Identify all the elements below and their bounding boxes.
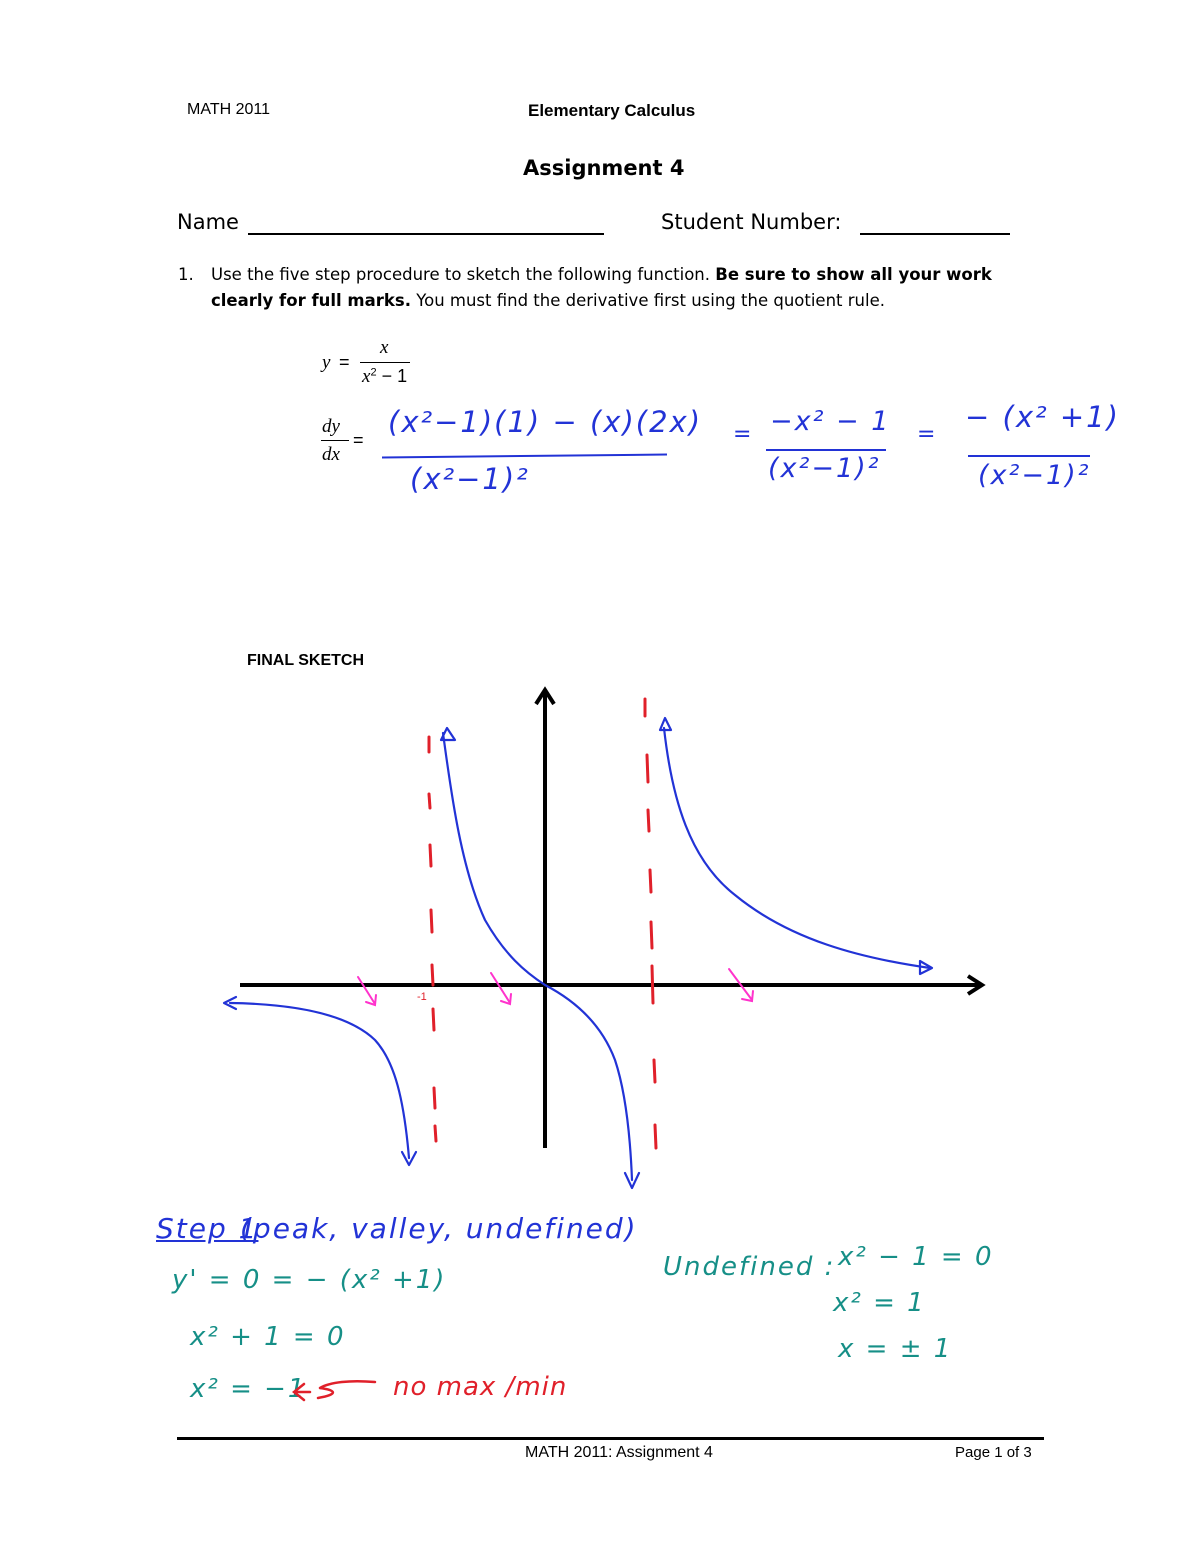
derivative-step3-denominator: (x²−1)² — [978, 460, 1091, 491]
derivative-step2-numerator: −x² − 1 — [770, 406, 891, 437]
work-line3: x² = −1 — [190, 1374, 307, 1404]
left-arrow-icon — [290, 1372, 380, 1406]
work-line2: x² + 1 = 0 — [190, 1322, 346, 1352]
no-maxmin-note: no max /min — [393, 1372, 568, 1402]
page-title: Assignment 4 — [523, 156, 685, 180]
question-text-part1: Use the five step procedure to sketch the following function. — [211, 265, 716, 284]
footer-center: MATH 2011: Assignment 4 — [525, 1444, 713, 1461]
undef-line2: x² = 1 — [833, 1288, 926, 1318]
neg-one-mark: -1 — [417, 991, 427, 1003]
function-denominator-rest: − 1 — [376, 366, 408, 386]
course-title: Elementary Calculus — [528, 101, 696, 120]
function-equals: = — [339, 352, 350, 372]
function-numerator: x — [380, 337, 389, 358]
student-number-label: Student Number: — [661, 210, 842, 234]
derivative-lhs-den: dx — [322, 444, 340, 465]
derivative-step2-equals: = — [733, 422, 754, 447]
step-title: (peak, valley, undefined) — [240, 1212, 638, 1245]
function-curves — [224, 718, 932, 1188]
asymptote-left — [429, 737, 436, 1141]
curve-right-branch — [664, 728, 930, 968]
question-text-part2: You must find the derivative first using the quotient rule. — [410, 291, 885, 310]
asymptote-right — [645, 699, 656, 1148]
undef-line3: x = ± 1 — [838, 1334, 953, 1364]
derivative-step2-denominator: (x²−1)² — [768, 453, 881, 484]
curve-right-arrowhead-top — [660, 718, 671, 730]
undefined-label: Undefined : — [663, 1252, 836, 1282]
step-label: Step 1 — [156, 1212, 259, 1245]
curve-middle-arrowhead-top — [441, 728, 455, 740]
derivative-equals: = — [353, 430, 364, 450]
function-lhs: y — [322, 352, 331, 373]
function-denominator-base: x — [362, 366, 371, 387]
curve-left-branch — [230, 1003, 409, 1158]
page-number: Page 1 of 3 — [955, 1444, 1032, 1461]
axes — [240, 690, 982, 1148]
sketch-label: FINAL SKETCH — [247, 652, 365, 669]
derivative-step3-equals: = — [917, 422, 938, 447]
decreasing-arrow-2 — [491, 973, 511, 1004]
asymptotes — [429, 699, 656, 1148]
derivative-step1-denominator: (x²−1)² — [410, 462, 530, 496]
question-text-bold: Be sure to show all your work clearly for full marks. — [211, 265, 992, 310]
curve-middle-branch — [443, 733, 632, 1180]
derivative-step1-numerator: (x²−1)(1) − (x)(2x) — [388, 405, 703, 439]
name-label: Name — [177, 210, 239, 234]
question-number: 1. — [178, 265, 194, 284]
undef-line1: x² − 1 = 0 — [838, 1242, 994, 1272]
derivative-step3-numerator: − (x² +1) — [965, 400, 1120, 434]
course-code: MATH 2011 — [187, 101, 270, 118]
derivative-lhs-num: dy — [322, 416, 340, 437]
function-denominator-exp: 2 — [370, 366, 377, 379]
work-line1: y' = 0 = − (x² +1) — [172, 1265, 447, 1295]
decreasing-arrow-1 — [358, 977, 376, 1005]
footer-rule — [177, 1437, 1044, 1440]
